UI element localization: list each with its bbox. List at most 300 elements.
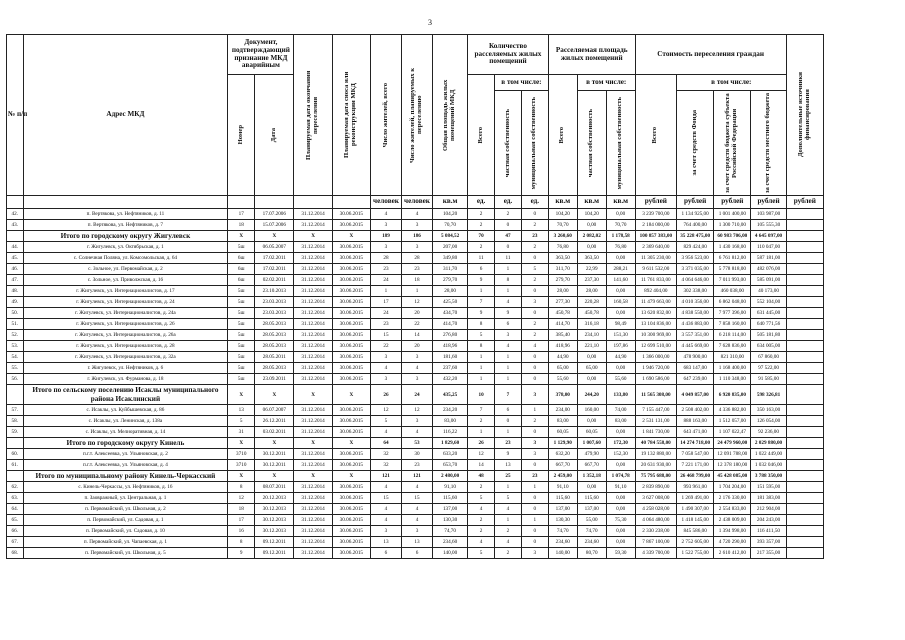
area-municipal-cell: 0,00 — [606, 427, 635, 438]
rooms-municipal-cell: 1 — [521, 405, 548, 416]
address-cell: п.г.т. Алексеевка, ул. Ульяновская, д. 4 — [23, 460, 228, 471]
row-number: 45. — [7, 253, 24, 264]
subtotal-row — [7, 471, 824, 482]
cost-fund-cell: 845 586,00 — [677, 526, 714, 537]
area-private-cell: 0,00 — [577, 352, 606, 363]
extra-cell — [786, 537, 823, 548]
rooms-private-cell: 1 — [495, 515, 522, 526]
rooms-private-cell: 2 — [495, 526, 522, 537]
cost-total-cell: 11 761 833,00 — [635, 275, 676, 286]
planned-end-cell: 31.12.2014 — [294, 319, 332, 330]
rooms-private-cell: 6 — [495, 319, 522, 330]
cost-fund-cell: 3 371 035,00 — [677, 264, 714, 275]
cost-total-cell: 11 479 663,00 — [635, 297, 676, 308]
header-area-municipal: муниципальная собственность — [616, 96, 624, 190]
doc-number-cell: 3710 — [228, 449, 255, 460]
cost-local-cell: 91 585,00 — [751, 374, 786, 385]
planned-demolition-cell: X — [332, 471, 370, 482]
cost-fund-cell: 829 424,00 — [677, 242, 714, 253]
area-total-cell: 83,00 — [548, 416, 577, 427]
total-area-cell: 414,70 — [433, 319, 468, 330]
cost-fund-cell: 643 471,00 — [677, 427, 714, 438]
cost-total-cell: 19 132 880,00 — [635, 449, 676, 460]
rooms-total-cell: 2 — [468, 526, 495, 537]
doc-number-cell: 6ш — [228, 275, 255, 286]
planned-end-cell: 31.12.2014 — [294, 537, 332, 548]
table-row — [7, 548, 824, 559]
rooms-municipal-cell: 0 — [521, 526, 548, 537]
rooms-total-cell: 8 — [468, 341, 495, 352]
rooms-total-cell: 4 — [468, 504, 495, 515]
cost-total-cell: 12 699 510,00 — [635, 341, 676, 352]
cost-total-cell: 7 155 447,00 — [635, 405, 676, 416]
planned-end-cell: 31.12.2014 — [294, 308, 332, 319]
planned-end-cell: 31.12.2014 — [294, 449, 332, 460]
table-row — [7, 275, 824, 286]
cost-subject-cell: 1 300 710,00 — [714, 220, 751, 231]
cost-local-cell: 40 173,00 — [751, 286, 786, 297]
extra-cell — [786, 460, 823, 471]
doc-number-cell: 3710 — [228, 460, 255, 471]
doc-date-cell: 23.03.2013 — [255, 308, 294, 319]
area-total-cell: 2 459,00 — [548, 471, 577, 482]
table-row — [7, 297, 824, 308]
cost-subject-cell: 1 512 057,00 — [714, 416, 751, 427]
planned-residents-cell: 3 — [401, 352, 432, 363]
unit-unit: ед. — [468, 196, 495, 209]
total-area-cell: 116,22 — [433, 427, 468, 438]
cost-local-cell: 505 181,80 — [751, 330, 786, 341]
table-row — [7, 493, 824, 504]
area-private-cell: 221,10 — [577, 341, 606, 352]
rooms-municipal-cell: 0 — [521, 504, 548, 515]
cost-subject-cell: 2 176 330,00 — [714, 493, 751, 504]
rooms-municipal-cell: 3 — [521, 438, 548, 449]
residents-cell: 23 — [370, 319, 401, 330]
area-municipal-cell: 74,00 — [606, 405, 635, 416]
residents-cell: 28 — [370, 253, 401, 264]
rooms-municipal-cell: 0 — [521, 209, 548, 220]
extra-cell — [786, 427, 823, 438]
doc-date-cell: 20.12.2013 — [255, 493, 294, 504]
row-number: 43. — [7, 220, 24, 231]
doc-number-cell: X — [228, 471, 255, 482]
cost-local-cell: 4 645 097,00 — [751, 231, 786, 242]
planned-end-cell: 31.12.2014 — [294, 209, 332, 220]
planned-demolition-cell: X — [332, 438, 370, 449]
area-private-cell: 450,78 — [577, 308, 606, 319]
cost-local-cell: 212 904,00 — [751, 504, 786, 515]
unit-sqm: кв.м — [433, 196, 468, 209]
table-row — [7, 504, 824, 515]
planned-residents-cell: 186 — [401, 231, 432, 242]
area-private-cell: 0,00 — [577, 416, 606, 427]
planned-end-cell: 31.12.2014 — [294, 526, 332, 537]
unit-rub: рублей — [677, 196, 714, 209]
header-planned-demolition: Планируемая дата сноса или реконструкции МКД — [343, 71, 358, 159]
area-total-cell: 418,96 — [548, 341, 577, 352]
cost-fund-cell: 888 163,00 — [677, 416, 714, 427]
table-row — [7, 308, 824, 319]
rooms-total-cell: 2 — [468, 220, 495, 231]
table-row — [7, 515, 824, 526]
planned-demolition-cell: 30.06.2015 — [332, 242, 370, 253]
residents-cell: 4 — [370, 427, 401, 438]
cost-fund-cell: 993 961,00 — [677, 482, 714, 493]
header-cost-fund: за счет средств Фонда — [690, 110, 698, 176]
doc-date-cell: X — [255, 231, 294, 242]
area-municipal-cell: 0,00 — [606, 460, 635, 471]
planned-end-cell: 31.12.2014 — [294, 363, 332, 374]
residents-cell: 13 — [370, 537, 401, 548]
total-area-cell: 28,00 — [433, 286, 468, 297]
area-total-cell: 450,78 — [548, 308, 577, 319]
total-area-cell: 207,00 — [433, 242, 468, 253]
area-total-cell: 234,00 — [548, 405, 577, 416]
planned-residents-cell: 4 — [401, 515, 432, 526]
area-total-cell: 115,60 — [548, 493, 577, 504]
row-number: 64. — [7, 504, 24, 515]
table-row — [7, 319, 824, 330]
planned-residents-cell: 12 — [401, 297, 432, 308]
table-row — [7, 341, 824, 352]
rooms-total-cell: 1 — [468, 374, 495, 385]
planned-demolition-cell: 30.06.2015 — [332, 548, 370, 559]
doc-number-cell: 8 — [228, 537, 255, 548]
extra-cell — [786, 482, 823, 493]
row-number: 63. — [7, 493, 24, 504]
area-total-cell: 632,20 — [548, 449, 577, 460]
row-number: 47. — [7, 275, 24, 286]
planned-residents-cell: 13 — [401, 537, 432, 548]
total-area-cell: 5 084,52 — [433, 231, 468, 242]
area-total-cell: 104,20 — [548, 209, 577, 220]
total-area-cell: 434,70 — [433, 308, 468, 319]
rooms-municipal-cell: 23 — [521, 471, 548, 482]
row-number — [7, 385, 24, 405]
doc-number-cell: X — [228, 438, 255, 449]
planned-end-cell: 31.12.2014 — [294, 352, 332, 363]
area-private-cell: 65,00 — [577, 363, 606, 374]
cost-local-cell: 217 355,00 — [751, 548, 786, 559]
residents-cell: 24 — [370, 275, 401, 286]
cost-total-cell: 40 784 558,00 — [635, 438, 676, 449]
total-area-cell: 276,80 — [433, 330, 468, 341]
cost-total-cell: 1 946 720,00 — [635, 363, 676, 374]
rooms-private-cell: 6 — [495, 405, 522, 416]
cost-total-cell: 2 369 640,00 — [635, 242, 676, 253]
residents-cell: 3 — [370, 526, 401, 537]
header-area-group: Расселяемая площадь жилых помещений — [548, 35, 635, 75]
rooms-private-cell: 1 — [495, 286, 522, 297]
row-number: 67. — [7, 537, 24, 548]
cost-subject-cell: 6 761 812,00 — [714, 253, 751, 264]
total-area-cell: 137,00 — [433, 504, 468, 515]
doc-date-cell: 23.09.2011 — [255, 374, 294, 385]
rooms-private-cell: 25 — [495, 471, 522, 482]
cost-total-cell: 20 631 930,00 — [635, 460, 676, 471]
doc-date-cell: 08.07.2011 — [255, 482, 294, 493]
residents-cell: 12 — [370, 405, 401, 416]
cost-local-cell: 181 383,00 — [751, 493, 786, 504]
planned-demolition-cell: 30.06.2015 — [332, 330, 370, 341]
header-rooms-total: Всего — [476, 126, 484, 144]
cost-total-cell: 1 690 586,00 — [635, 374, 676, 385]
planned-residents-cell: 1 — [401, 286, 432, 297]
residents-cell: 4 — [370, 515, 401, 526]
header-area-incl: в том числе: — [577, 75, 635, 91]
doc-date-cell: 09.12.2011 — [255, 548, 294, 559]
extra-cell — [786, 308, 823, 319]
unit-unit: ед. — [495, 196, 522, 209]
planned-demolition-cell: 30.06.2015 — [332, 504, 370, 515]
area-total-cell: 74,70 — [548, 526, 577, 537]
rooms-municipal-cell: 2 — [521, 275, 548, 286]
rooms-total-cell: 2 — [468, 482, 495, 493]
area-total-cell: 414,70 — [548, 319, 577, 330]
cost-local-cell: 151 595,00 — [751, 482, 786, 493]
subtotal-row — [7, 438, 824, 449]
rooms-private-cell: 4 — [495, 504, 522, 515]
cost-subject-cell: 60 983 706,00 — [714, 231, 751, 242]
cost-total-cell: 1 366 000,00 — [635, 352, 676, 363]
cost-fund-cell: 35 228 475,00 — [677, 231, 714, 242]
area-total-cell: 279,70 — [548, 275, 577, 286]
doc-date-cell: 15.07.2006 — [255, 220, 294, 231]
header-address: Адрес МКД — [23, 35, 228, 196]
doc-number-cell: 5ш — [228, 297, 255, 308]
area-private-cell: 28,00 — [577, 286, 606, 297]
planned-demolition-cell: 30.06.2015 — [332, 526, 370, 537]
planned-residents-cell: 53 — [401, 438, 432, 449]
cost-local-cell: 67 860,00 — [751, 352, 786, 363]
area-municipal-cell: 55,60 — [606, 374, 635, 385]
rooms-private-cell: 1 — [495, 374, 522, 385]
row-number: 44. — [7, 242, 24, 253]
total-area-cell: 435,25 — [433, 385, 468, 405]
area-private-cell: 0,00 — [577, 242, 606, 253]
rooms-total-cell: 8 — [468, 319, 495, 330]
address-cell: с. Кинель-Черкассы, ул. Нефтяников, д. 16 — [23, 482, 228, 493]
row-number: 62. — [7, 482, 24, 493]
row-number: 61. — [7, 460, 24, 471]
address-cell: г. Жигулевск, ул. Октябрьская, д. 1 — [23, 242, 228, 253]
cost-subject-cell: 6 920 835,00 — [714, 385, 751, 405]
row-number: 58. — [7, 416, 24, 427]
rooms-municipal-cell: 0 — [521, 493, 548, 504]
address-cell: п. Вертякова, ул. Нефтяников, д. 11 — [23, 209, 228, 220]
cost-total-cell: 9 611 532,00 — [635, 264, 676, 275]
doc-number-cell: 8 — [228, 482, 255, 493]
rooms-total-cell: 9 — [468, 275, 495, 286]
rooms-private-cell: 3 — [495, 330, 522, 341]
area-municipal-cell: 1 074,78 — [606, 471, 635, 482]
cost-subject-cell: 45 428 085,00 — [714, 471, 751, 482]
planned-demolition-cell: 30.06.2015 — [332, 416, 370, 427]
extra-cell — [786, 515, 823, 526]
cost-total-cell: 2 839 890,00 — [635, 482, 676, 493]
total-area-cell: 70,70 — [433, 220, 468, 231]
rooms-total-cell: 14 — [468, 460, 495, 471]
residents-cell: 24 — [370, 308, 401, 319]
area-municipal-cell: 70,70 — [606, 220, 635, 231]
address-cell: с. Зольное, ул. Первомайская, д. 2 — [23, 264, 228, 275]
planned-end-cell: 31.12.2014 — [294, 427, 332, 438]
area-total-cell: 137,00 — [548, 504, 577, 515]
doc-date-cell: 23.03.2013 — [255, 297, 294, 308]
rooms-total-cell: 2 — [468, 515, 495, 526]
table-row — [7, 352, 824, 363]
rooms-private-cell: 4 — [495, 537, 522, 548]
planned-residents-cell: 3 — [401, 220, 432, 231]
address-cell: с. Исаклы, ул. Ленинская, д. 138а — [23, 416, 228, 427]
row-number: 54. — [7, 352, 24, 363]
planned-demolition-cell: 30.06.2015 — [332, 341, 370, 352]
doc-date-cell: 17.02.2011 — [255, 253, 294, 264]
doc-date-cell: X — [255, 438, 294, 449]
cost-fund-cell: 683 147,00 — [677, 363, 714, 374]
rooms-private-cell: 2 — [495, 209, 522, 220]
planned-demolition-cell: 30.06.2015 — [332, 363, 370, 374]
cost-total-cell: 1 841 730,00 — [635, 427, 676, 438]
area-municipal-cell: 76,80 — [606, 242, 635, 253]
resettlement-table — [6, 34, 824, 559]
total-area-cell: 115,60 — [433, 493, 468, 504]
cost-subject-cell: 460 038,00 — [714, 286, 751, 297]
area-total-cell: 378,00 — [548, 385, 577, 405]
extra-cell — [786, 209, 823, 220]
residents-cell: 17 — [370, 297, 401, 308]
header-planned-end: Планируемая дата окончания переселения — [305, 70, 320, 160]
address-cell: п. Первомайский, ул. Садовая, д. 1 — [23, 515, 228, 526]
rooms-private-cell: 0 — [495, 242, 522, 253]
unit-unit: ед. — [521, 196, 548, 209]
extra-cell — [786, 548, 823, 559]
cost-subject-cell: 12 091 788,00 — [714, 449, 751, 460]
cost-local-cell: 3 788 350,00 — [751, 471, 786, 482]
rooms-total-cell: 12 — [468, 449, 495, 460]
cost-total-cell: 2 184 000,00 — [635, 220, 676, 231]
doc-date-cell: 30.12.2013 — [255, 526, 294, 537]
doc-number-cell: 5ш — [228, 242, 255, 253]
rooms-private-cell: 1 — [495, 264, 522, 275]
area-total-cell: 667,70 — [548, 460, 577, 471]
extra-cell — [786, 385, 823, 405]
area-municipal-cell: 0,00 — [606, 504, 635, 515]
rooms-municipal-cell: 23 — [521, 231, 548, 242]
row-number — [7, 471, 24, 482]
cost-subject-cell: 5 778 818,00 — [714, 264, 751, 275]
area-municipal-cell: 0,00 — [606, 209, 635, 220]
table-row — [7, 460, 824, 471]
planned-end-cell: 31.12.2014 — [294, 275, 332, 286]
cost-total-cell: 4 339 700,00 — [635, 548, 676, 559]
doc-date-cell: 28.05.2013 — [255, 319, 294, 330]
residents-cell: 1 — [370, 286, 401, 297]
cost-fund-cell: 3 956 523,00 — [677, 253, 714, 264]
residents-cell: 32 — [370, 460, 401, 471]
cost-local-cell: 97 522,00 — [751, 363, 786, 374]
cost-local-cell: 640 771,56 — [751, 319, 786, 330]
area-private-cell: 104,20 — [577, 209, 606, 220]
cost-local-cell: 393 357,00 — [751, 537, 786, 548]
address-cell: п. Заовражный, ул. Центральная, д. 1 — [23, 493, 228, 504]
area-total-cell: 311,70 — [548, 264, 577, 275]
doc-date-cell: 06.05.2007 — [255, 242, 294, 253]
planned-end-cell: 31.12.2014 — [294, 220, 332, 231]
doc-date-cell: 28.05.2013 — [255, 341, 294, 352]
planned-demolition-cell: 30.06.2015 — [332, 405, 370, 416]
rooms-municipal-cell: 4 — [521, 341, 548, 352]
doc-number-cell: 5 — [228, 416, 255, 427]
header-residents-total: Число жителей, всего — [381, 82, 389, 148]
area-private-cell: 0,00 — [577, 374, 606, 385]
doc-number-cell: 16 — [228, 526, 255, 537]
address-cell: г. Жигулевск, ул. Интернационалистов, д. 17 — [23, 286, 228, 297]
cost-subject-cell: 1 704 204,00 — [714, 482, 751, 493]
cost-subject-cell: 1 110 348,00 — [714, 374, 751, 385]
rooms-private-cell: 2 — [495, 548, 522, 559]
cost-subject-cell: 4 336 882,00 — [714, 405, 751, 416]
doc-number-cell: 5ш — [228, 286, 255, 297]
cost-fund-cell: 4 049 857,00 — [677, 385, 714, 405]
rooms-total-cell: 11 — [468, 253, 495, 264]
cost-local-cell: 126 054,00 — [751, 416, 786, 427]
area-total-cell: 44,90 — [548, 352, 577, 363]
rooms-municipal-cell: 2 — [521, 416, 548, 427]
total-area-cell: 432,20 — [433, 374, 468, 385]
total-area-cell: 234,60 — [433, 537, 468, 548]
area-municipal-cell: 75,30 — [606, 515, 635, 526]
extra-cell — [786, 405, 823, 416]
area-municipal-cell: 91,10 — [606, 482, 635, 493]
area-municipal-cell: 197,86 — [606, 341, 635, 352]
planned-demolition-cell: X — [332, 385, 370, 405]
area-total-cell: 3 260,60 — [548, 231, 577, 242]
planned-end-cell: 31.12.2014 — [294, 405, 332, 416]
table-row — [7, 374, 824, 385]
area-total-cell: 130,30 — [548, 515, 577, 526]
row-number: 60. — [7, 449, 24, 460]
planned-residents-cell: 15 — [401, 493, 432, 504]
residents-cell: 189 — [370, 231, 401, 242]
planned-demolition-cell: 30.06.2015 — [332, 449, 370, 460]
area-total-cell: 28,00 — [548, 286, 577, 297]
total-area-cell: 130,30 — [433, 515, 468, 526]
planned-end-cell: 31.12.2014 — [294, 297, 332, 308]
doc-number-cell: 5ш — [228, 341, 255, 352]
rooms-municipal-cell: 2 — [521, 242, 548, 253]
extra-cell — [786, 504, 823, 515]
residents-cell: 6 — [370, 548, 401, 559]
planned-end-cell: X — [294, 471, 332, 482]
planned-residents-cell: 22 — [401, 319, 432, 330]
planned-demolition-cell: 30.06.2015 — [332, 460, 370, 471]
rooms-municipal-cell: 0 — [521, 427, 548, 438]
header-cost-incl: в том числе: — [677, 75, 787, 91]
residents-cell: 26 — [370, 385, 401, 405]
rooms-municipal-cell: 0 — [521, 253, 548, 264]
planned-end-cell: 31.12.2014 — [294, 286, 332, 297]
unit-person: человек — [401, 196, 432, 209]
total-area-cell: 181,60 — [433, 352, 468, 363]
rooms-municipal-cell: 2 — [521, 319, 548, 330]
address-cell: Итого по муниципальному району Кинель-Черкасский — [23, 471, 228, 482]
planned-residents-cell: 4 — [401, 363, 432, 374]
area-private-cell: 316,18 — [577, 319, 606, 330]
cost-fund-cell: 4 838 550,00 — [677, 308, 714, 319]
cost-subject-cell: 1 001 400,00 — [714, 209, 751, 220]
